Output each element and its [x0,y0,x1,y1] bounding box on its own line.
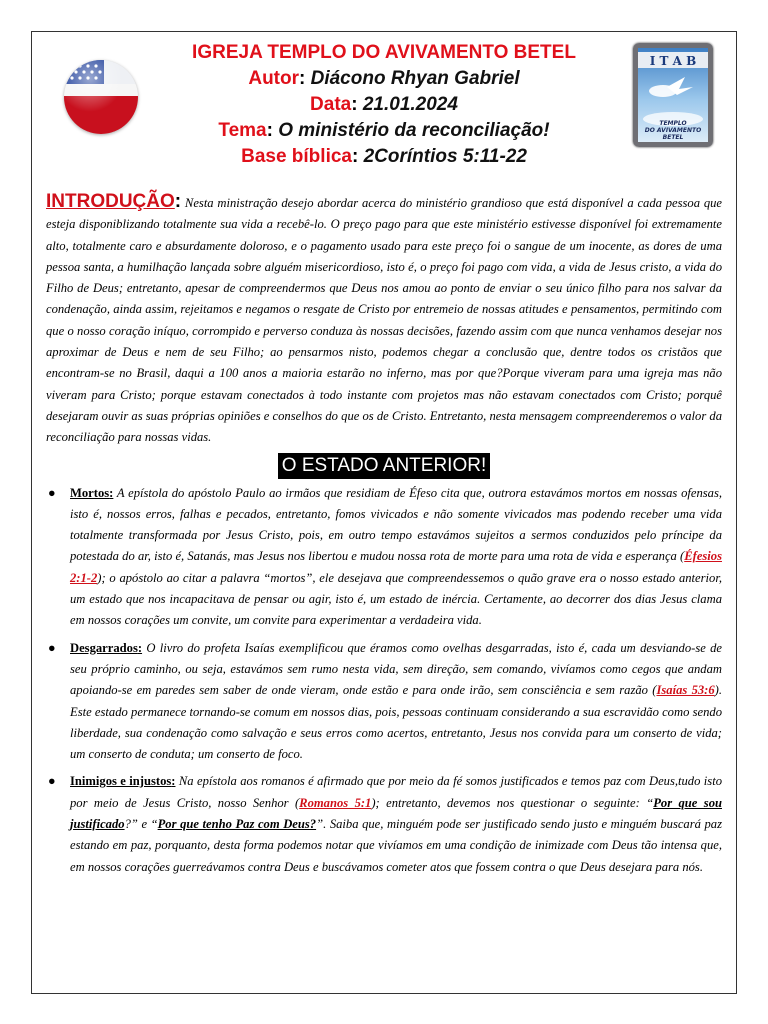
list-item: ● Inimigos e injustos: Na epístola aos romanos é afirmado que por meio da fé somos justificados e temos paz com Deus,tudo isto por meio de Jesus Cristo, nosso Senhor (Romanos 5:1); entretanto, devemos nos questionar o seguinte: “Por que sou justificado?” e “Por que tenho Paz com Deus?”. Saiba que, minguém pode ser justificado sendo justo e minguém buscará paz estando em paz, porquanto, desta forma podemos notar que vivíamos em uma condição de inimizade com Deus tão intensa que, em nossos corações guerreávamos contra Deus e buscávamos cometer atos que fossem contra o que Deus desejara para nós. [46,771,722,877]
theme-value: O ministério da reconciliação! [278,120,550,141]
item-text: ”. Saiba que, minguém pode ser justificado sendo justo e minguém buscará paz estando em paz, porquanto, desta forma podemos notar que vivíamos em uma condição de inimizade com Deus tão intensa que, em nossos corações guerreávamos contra Deus e buscávamos cometer atos que fossem contra o que Deus desejara para nós. [70,817,722,874]
scripture-reference: Romanos 5:1 [299,795,372,810]
date-label: Data [310,94,352,115]
theme-label: Tema [218,120,267,141]
item-term: Desgarrados [70,640,138,655]
item-text: Na epístola aos romanos é afirmado que por meio da fé somos justificados e temos paz com Deus,tudo isto por meio de Jesus Cristo, nosso Senhor ( [70,774,722,810]
base-line: Base bíblica: 2Coríntios 5:11-22 [241,146,527,167]
question-2: Por que tenho Paz com Deus? [157,817,317,832]
item-text: ); entretanto, devemos nos questionar o seguinte: “ [371,795,654,810]
scripture-reference: Éfesios 2:1-2 [70,549,722,585]
bullet-icon: ● [48,640,56,655]
item-text: ); o apóstolo ao citar a palavra “mortos”, ele desejava que compreendessemos o quão grave era o nosso estado anterior, um estado que nos incapacitava de pensar ou agir, isto é, um estado de inércia. Certamente, ao decorrer dos dias Jesus clama em nossos corações um convite, um convite para experimentar a verdadeira vida. [70,570,722,628]
logo-line-2: DO AVIVAMENTO [644,127,702,134]
section-heading [46,453,722,479]
introduction-text: Nesta ministração desejo abordar acerca do ministério grandioso que está disponível a cada pessoa que esteja disponiblizando totalmente sua vida a recebê-lo. O preço pago para que este ministério estivesse disponível foi extremamente alto, totalmente caro e absurdamente doloroso, e o pagamento usado para este preço foi o sangue de um inocente, as dores de uma pessoa santa, a humilhação lançada sobre alguém misericordioso, isto é, o preço foi pago com vida, a vida de Jesus cristo, a vida do Filho de Deus; entretanto, apesar de compreendermos que Deus nos amou ao ponto de enviar o seu único filho para nos salvar da condenação, ainda assim, rejeitamos e negamos o resgate de Cristo por entremeio de nossas atitudes e pensamentos, permitindo com que o nosso coração iníquo, corrompido e perverso conduza às nossas decisões, fazendo assim com que nunca venhamos desejar nos aproximar de Deus e nem de seu Filho; ao pensarmos nisto, podemos chegar a conclusão que, dentre todos os cristãos que encontram-se no Brasil, daqui a 100 anos a maioria estarão no inferno, mas por que?Porque viveram para uma igreja mas não viveram para Cristo; porque estavam conectados à todo instante com projetos mas não estavam conectados com Cristo; porquê desejaram ouvir as suas próprias opiniões e conselhos do que os de Cristo. Entretanto, nesta mensagem compreenderemos o valor da reconciliação para nossas vidas. [46,196,723,445]
item-term: Inimigos e injustos [70,774,172,789]
author-label: Autor [248,68,299,89]
logo-line-1: TEMPLO [659,120,687,127]
item-text: O livro do profeta Isaías exemplificou que éramos como ovelhas desgarradas, isto é, cada um desviando-se de seu próprio caminho, ou seja, estavámos sem rumo nesta vida, sem direção, sem comando, vivíamos como cegos que andam apoiando-se em paredes sem saber de onde vieram, onde estão e para onde irão, sem consciência e sem razão ( [70,640,722,698]
item-text: ?” e “ [124,817,158,832]
logo-line-3: BETEL [662,134,684,141]
document-body [46,191,722,884]
section-title: O ESTADO ANTERIOR! [278,453,490,479]
base-value: 2Coríntios 5:11-22 [363,146,527,167]
logo-title: I T A B [649,54,697,68]
introduction-label: INTRODUÇÃO [46,191,175,212]
bullet-icon: ● [48,774,56,789]
bullet-icon: ● [48,485,56,500]
list-item: ● Desgarrados: O livro do profeta Isaías exemplificou que éramos como ovelhas desgarradas, isto é, cada um desviando-se de seu próprio caminho, ou seja, estavámos sem rumo nesta vida, sem direção, sem comando, vivíamos como cegos que andam apoiando-se em paredes sem saber de onde vieram, onde estão e para onde irão, sem consciência e sem razão (Isaías 53:6). Este estado permanece tornando-se comum em nossos dias, pois, pessoas continuam considerando a sua escravidão como sendo liberdade, sua condenação como salvação e seus erros como acertos, entretanto, Jesus nos convida para um conserto de vida; um conserto de conduta; um conserto de foco. [46,638,722,766]
question-1: Por que sou justificado [70,795,722,832]
introduction-paragraph: INTRODUÇÃO: Nesta ministração desejo abordar acerca do ministério grandioso que está disponível a cada pessoa que esteja disponiblizando totalmente sua vida a recebê-lo. O preço pago para que este ministério estivesse disponível foi extremamente alto, totalmente caro e absurdamente doloroso, e o pagamento usado para este preço foi o sangue de um inocente, as dores de uma pessoa santa, a humilhação lançada sobre alguém misericordioso, isto é, o preço foi pago com vida, a vida de Jesus cristo, a vida do Filho de Deus; entretanto, apesar de compreendermos que Deus nos amou ao ponto de enviar o seu único filho para nos salvar da condenação, ainda assim, rejeitamos e negamos o resgate de Cristo por entremeio de nossas atitudes e pensamentos, permitindo com que o nosso coração iníquo, corrompido e perverso conduza às nossas decisões, fazendo assim com que nunca venhamos desejar nos aproximar de Deus e nem de seu Filho; ao pensarmos nisto, podemos chegar a conclusão que, dentre todos os cristãos que encontram-se no Brasil, daqui a 100 anos a maioria estarão no inferno, mas por que?Porque viveram para uma igreja mas não viveram para Cristo; porque estavam conectados à todo instante com projetos mas não estavam conectados com Cristo; porquê desejaram ouvir as suas próprias opiniões e conselhos do que os de Cristo. Entretanto, nesta mensagem compreenderemos o valor da reconciliação para nossas vidas. [46,191,723,445]
document-header [32,40,736,170]
date-line: Data: 21.01.2024 [310,94,458,115]
date-value: 21.01.2024 [362,94,458,115]
item-term: Mortos [70,485,110,500]
church-name: IGREJA TEMPLO DO AVIVAMENTO BETEL [192,42,576,63]
author-line: Autor: Diácono Rhyan Gabriel [248,68,520,89]
item-text: ). Este estado permanece tornando-se comum em nossos dias, pois, pessoas continuam considerando a sua escravidão como sendo liberdade, sua condenação como salvação e seus erros como acertos, entretanto, Jesus nos convida para um conserto de vida; um conserto de conduta; um conserto de foco. [70,683,723,762]
list-item: ● Mortos: A epístola do apóstolo Paulo ao irmãos que residiam de Éfeso cita que, outrora estavámos mortos em nossas ofensas, isto é, nossos erros, falhas e pecados, entretanto, fomos vivicados e não somente vivicados mas podendo receber uma vida totalmente transformada por Jesus Cristo, pois, em outro tempo estavámos sujeitos a sermos conduzidos pelo príncipe da potestada do ar, isto é, Satanás, mas Jesus nos libertou e mudou nossa rota de morte para uma rota de vida e esperança (Éfesios 2:1-2); o apóstolo ao citar a palavra “mortos”, ele desejava que compreendessemos o quão grave era o nosso estado anterior, um estado que nos incapacitava de pensar ou agir, isto é, um estado de inércia. Certamente, ao decorrer dos dias Jesus clama em nossos corações um convite, um convite para experimentar a verdadeira vida. [46,483,722,632]
theme-line: Tema: O ministério da reconciliação! [218,120,550,141]
bullet-list [46,483,722,878]
author-name: Diácono Rhyan Gabriel [310,68,520,89]
base-label: Base bíblica [241,146,352,167]
item-text: A epístola do apóstolo Paulo ao irmãos que residiam de Éfeso cita que, outrora estavámos mortos em nossas ofensas, isto é, nossos erros, falhas e pecados, entretanto, fomos vivicados e não somente vivicados mas podendo receber uma vida totalmente transformada por Jesus Cristo, pois, em outro tempo estavámos sujeitos a sermos conduzidos pelo príncipe da potestada do ar, isto é, Satanás, mas Jesus nos libertou e mudou nossa rota de morte para uma rota de vida e esperança ( [70,485,722,564]
scripture-reference: Isaías 53:6 [656,683,715,698]
